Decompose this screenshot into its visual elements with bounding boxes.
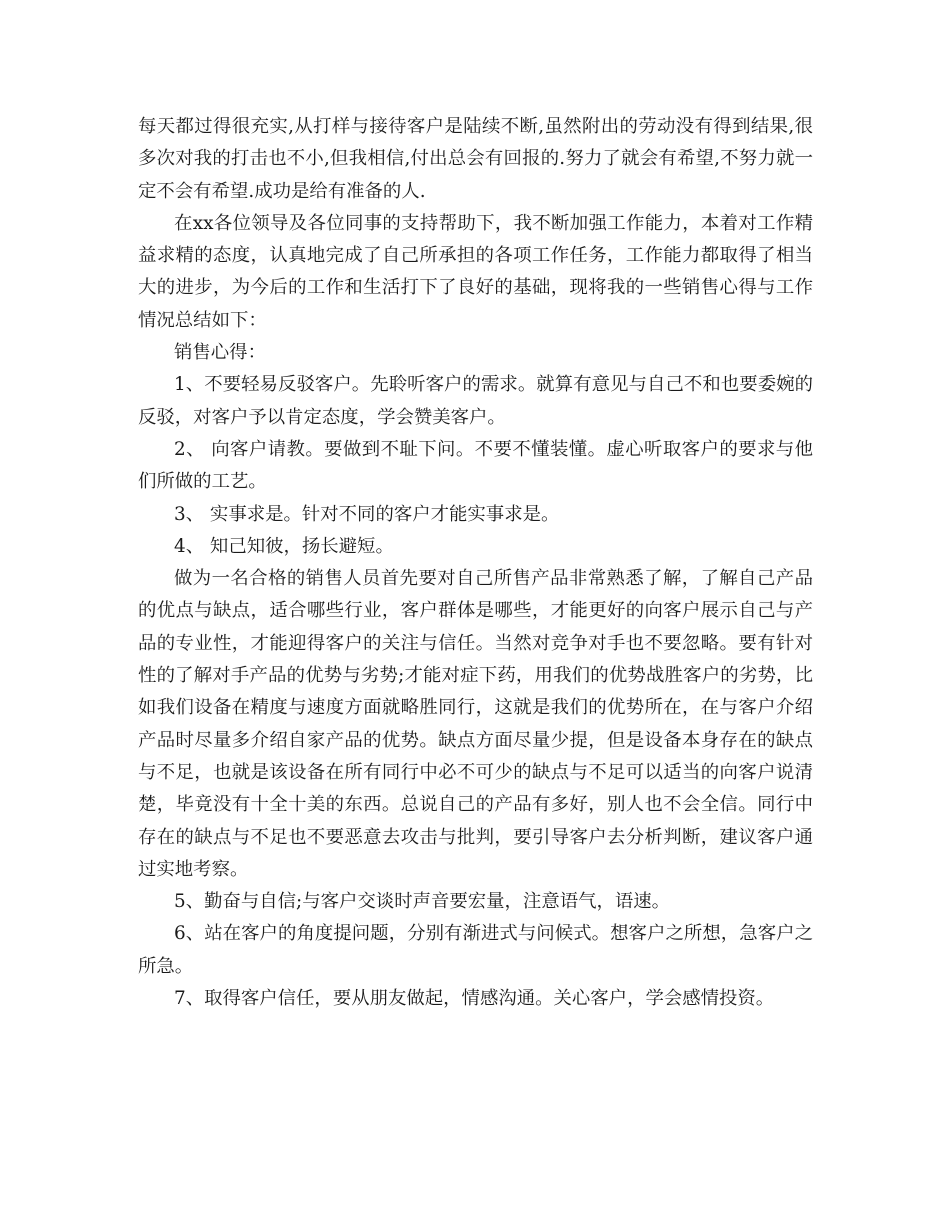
document-body	[138, 111, 813, 1015]
paragraph-product-knowledge: 做为一名合格的销售人员首先要对自己所售产品非常熟悉了解，了解自己产品的优点与缺点，适合哪些行业，客户群体是哪些，才能更好的向客户展示自己与产品的专业性，才能迎得客户的关注与信任。当然对竞争对手也不要忽略。要有针对性的了解对手产品的优势与劣势;才能对症下药，用我们的优势战胜客户的劣势，比如我们设备在精度与速度方面就略胜同行，这就是我们的优势所在，在与客户介绍产品时尽量多介绍自家产品的优势。缺点方面尽量少提，但是设备本身存在的缺点与不足，也就是该设备在所有同行中必不可少的缺点与不足可以适当的向客户说清楚，毕竟没有十全十美的东西。总说自己的产品有多好，别人也不会全信。同行中存在的缺点与不足也不要恶意去攻击与批判，要引导客户去分析判断，建议客户通过实地考察。	[138, 568, 813, 880]
list-item-4: 4、 知己知彼，扬长避短。	[174, 535, 394, 557]
list-item-1: 1、不要轻易反驳客户。先聆听客户的需求。就算有意见与自己不和也要委婉的反驳，对客户予以肯定态度，学会赞美客户。	[138, 374, 813, 428]
list-item-7: 7、取得客户信任，要从朋友做起，情感沟通。关心客户，学会感情投资。	[174, 988, 775, 1010]
list-item-2: 2、 向客户请教。要做到不耻下问。不要不懂装懂。虚心听取客户的要求与他们所做的工艺。	[138, 438, 813, 493]
paragraph-summary: 在xx各位领导及各位同事的支持帮助下，我不断加强工作能力，本着对工作精益求精的态度，认真地完成了自己所承担的各项工作任务，工作能力都取得了相当大的进步，为今后的工作和生活打下了良好的基础，现将我的一些销售心得与工作情况总结如下：	[138, 212, 813, 331]
list-item-6: 6、站在客户的角度提问题，分别有渐进式与问候式。想客户之所想，急客户之所急。	[138, 923, 813, 977]
list-item-3: 3、 实事求是。针对不同的客户才能实事求是。	[174, 503, 560, 525]
list-item-5: 5、勤奋与自信;与客户交谈时声音要宏量，注意语气，语速。	[174, 891, 671, 913]
paragraph-intro: 每天都过得很充实,从打样与接待客户是陆续不断,虽然附出的劳动没有得到结果,很多次对我的打击也不小,但我相信,付出总会有回报的.努力了就会有希望,不努力就一定不会有希望.成功是给有准备的人.	[138, 116, 813, 202]
section-heading-sales-insights: 销售心得：	[174, 342, 266, 364]
